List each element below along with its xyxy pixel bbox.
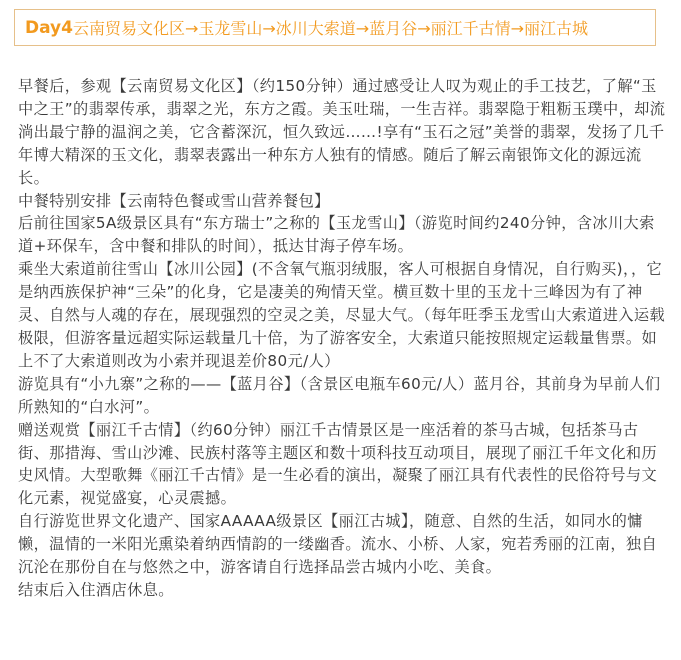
paragraph-lunch: 中餐特别安排【云南特色餐或雪山营养餐包】 (18, 191, 330, 210)
day-route-header (14, 9, 656, 46)
paragraph-breakfast-trade-area: 早餐后，参观【云南贸易文化区】（约150分钟）通过感受让人叹为观止的手工技艺，了解“玉中之王”的翡翠传承，翡翠之光，东方之霞。美玉吐瑞，一生吉祥。翡翠隐于粗粝玉璞中，却流淌出最宁静的温润之美，它含蓄深沉，恒久致远……!享有“玉石之冠”美誉的翡翠，发扬了几千年博大精深的玉文化，翡翠表露出一种东方人独有的情感。随后了解云南银饰文化的源远流长。 (18, 77, 666, 187)
route-text: 云南贸易文化区→玉龙雪山→冰川大索道→蓝月谷→丽江千古情→丽江古城 (72, 19, 589, 38)
paragraph-lijiang-romance-show: 赠送观赏【丽江千古情】（约60分钟）丽江千古情景区是一座活着的茶马古城，包括茶马古街、那措海、雪山沙滩、民族村落等主题区和数十项科技互动项目，展现了丽江千年文化和历史风情。大型歌舞《丽江千古情》是一生必看的演出，凝聚了丽江具有代表性的民俗符号与文化元素，视觉盛宴，心灵震撼。 (18, 420, 658, 508)
paragraph-hotel: 结束后入住酒店休息。 (18, 580, 174, 599)
paragraph-glacier-cableway: 乘坐大索道前往雪山【冰川公园】(不含氧气瓶羽绒服，客人可根据自身情况，自行购买)，，它是纳西族保护神“三朵”的化身，它是凄美的殉情天堂。横亘数十里的玉龙十三峰因为有了神灵、自然与人魂的存在，展现强烈的空灵之美，尽显大气。（每年旺季玉龙雪山大索道进入运载极限，但游客量远超实际运载量几十倍，为了游客安全，大索道只能按照规定运载量售票。如上不了大索道则改为小索并现退差价80元/人） (18, 260, 666, 370)
itinerary-content (18, 75, 668, 602)
paragraph-lijiang-old-town: 自行游览世界文化遗产、国家AAAAA级景区【丽江古城】，随意、自然的生活，如同水的慵懒，温情的一米阳光熏染着纳西情韵的一缕幽香。流水、小桥、人家，宛若秀丽的江南，独自沉沦在那份自在与悠然之中，游客请自行选择品尝古城内小吃、美食。 (18, 512, 658, 577)
paragraph-blue-moon-valley: 游览具有“小九寨”之称的——【蓝月谷】（含景区电瓶车60元/人）蓝月谷，其前身为早前人们所熟知的“白水河”。 (18, 374, 661, 416)
paragraph-jade-dragon-snow-mountain: 后前往国家5A级景区具有“东方瑞士”之称的【玉龙雪山】（游览时间约240分钟，含冰川大索道+环保车，含中餐和排队的时间），抵达甘海子停车场。 (18, 214, 655, 256)
day-label: Day4 (25, 17, 73, 38)
